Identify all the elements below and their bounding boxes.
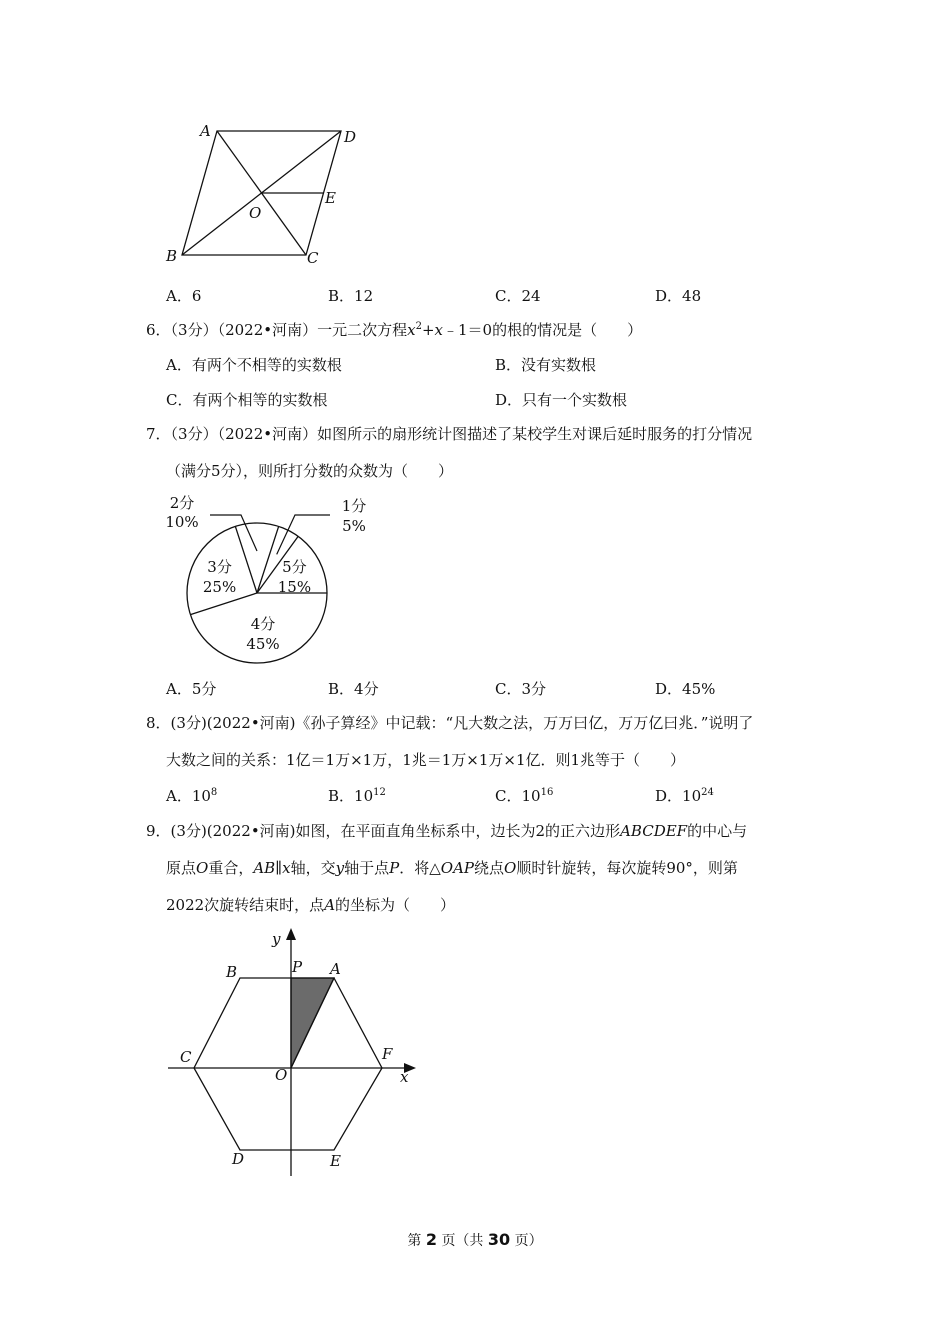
q6-stem-pre: 6．（3分）（2022•河南）一元二次方程 <box>146 321 408 339</box>
label-b: B <box>166 247 178 265</box>
label-f: F <box>382 1045 393 1063</box>
q9-stem-line1 <box>146 821 747 841</box>
q9-l2m: 绕点 <box>474 859 505 877</box>
pie-label-2-name: 2分 <box>169 494 195 512</box>
q6-option-c[interactable]: C．有两个相等的实数根 <box>166 391 328 409</box>
label-d: D <box>344 128 357 146</box>
q6-option-a[interactable]: A．有两个不相等的实数根 <box>166 356 342 374</box>
q9-l2b: O <box>196 859 209 877</box>
q9-l3c: 的坐标为（ ） <box>335 896 456 914</box>
q9-l2e: ∥ <box>275 859 283 877</box>
q7-option-c[interactable]: C．3分 <box>495 680 547 698</box>
q5-option-d[interactable]: D．48 <box>655 287 702 305</box>
label-a: A <box>330 960 341 978</box>
pie-slice-boundary <box>190 593 257 615</box>
pie-slice-boundary <box>257 526 279 593</box>
q5-option-b[interactable]: B．12 <box>328 287 374 305</box>
label-y: y <box>272 930 281 948</box>
q9-l2k: ．将△ <box>399 859 441 877</box>
q9-l2f: x <box>282 859 291 877</box>
label-a: A <box>200 122 211 140</box>
q9-l2n: O <box>504 859 517 877</box>
q8-option-b[interactable] <box>328 786 386 806</box>
q8-option-a[interactable] <box>166 786 217 806</box>
pie-label-3-value: 25% <box>202 577 237 596</box>
pie-label-2-value: 10% <box>165 513 199 531</box>
q8-option-d-base: D．10 <box>655 787 702 805</box>
footer-mid: 页（共 <box>441 1233 484 1249</box>
label-o: O <box>275 1066 288 1084</box>
q9-l2h: y <box>335 859 345 877</box>
q8-option-c-exp: 16 <box>540 787 554 798</box>
q8-option-d-exp: 24 <box>701 787 714 798</box>
q9-l2l: OAP <box>440 859 474 877</box>
label-e: E <box>325 189 336 207</box>
pie-label-5-name: 5分 <box>282 557 307 576</box>
q7-stem-line1: 7．（3分）（2022•河南）如图所示的扇形统计图描述了某校学生对课后延时服务的打分情况 <box>146 425 753 443</box>
q9-l2a: 原点 <box>166 859 197 877</box>
label-o: O <box>249 204 262 222</box>
pie-label-3-name: 3分 <box>207 557 232 576</box>
pie-label-4-name: 4分 <box>250 615 276 634</box>
pie-leader-1 <box>277 515 330 554</box>
q8-option-d[interactable] <box>655 786 714 806</box>
q9-l1c: 的中心与 <box>687 822 748 840</box>
q7-stem-line2: （满分5分），则所打分数的众数为（ ） <box>166 462 454 480</box>
pie-leader-2 <box>210 515 257 551</box>
q8-option-b-exp: 12 <box>373 787 386 798</box>
pie-slice-boundary <box>235 526 257 593</box>
footer-page-number: 2 <box>425 1230 437 1249</box>
q8-option-a-base: A．10 <box>166 787 211 805</box>
q9-l1a: 9．(3分)(2022•河南)如图，在平面直角坐标系中，边长为2的正六边形 <box>146 822 621 840</box>
pie-label-5-value: 15% <box>277 577 312 596</box>
q6-eq-x: x <box>407 321 416 339</box>
q9-l3a: 2022次旋转结束时，点 <box>166 896 325 914</box>
q6-eq-x2: x <box>434 321 444 339</box>
q7-option-b[interactable]: B．4分 <box>328 680 379 698</box>
q5-option-a[interactable]: A．6 <box>166 287 202 305</box>
q6-option-d[interactable]: D．只有一个实数根 <box>495 391 628 409</box>
q6-option-b[interactable]: B．没有实数根 <box>495 356 597 374</box>
label-p: P <box>292 958 303 976</box>
label-e: E <box>330 1152 341 1170</box>
q6-stem <box>146 320 642 340</box>
label-x: x <box>400 1068 409 1086</box>
pie-label-1-name: 1分 <box>341 497 367 515</box>
q9-l2g: 轴，交 <box>290 859 336 877</box>
hexagon-outline <box>194 978 382 1150</box>
q8-stem-line1: 8．(3分)(2022•河南)《孙子算经》中记载：“凡大数之法，万万曰亿，万万亿曰兆．”说明了 <box>146 714 754 732</box>
q7-option-a[interactable]: A．5分 <box>166 680 217 698</box>
q6-eq-plus: + <box>421 321 435 339</box>
q9-l1b: ABCDEF <box>620 822 688 840</box>
pie-label-1-value: 5% <box>342 517 366 535</box>
label-b: B <box>226 963 238 981</box>
q5-option-c[interactable]: C．24 <box>495 287 541 305</box>
footer-total-pages: 30 <box>487 1230 511 1249</box>
q8-option-a-exp: 8 <box>210 787 218 798</box>
footer-pre: 第 <box>407 1233 422 1249</box>
q9-l2i: 轴于点 <box>344 859 390 877</box>
q6-stem-post: ﹣1＝0的根的情况是（ ） <box>443 321 643 339</box>
page-footer <box>0 1230 950 1250</box>
label-d: D <box>232 1150 245 1168</box>
label-c: C <box>307 249 319 267</box>
pie-chart <box>150 488 367 668</box>
q9-l2o: 顺时针旋转，每次旋转90°，则第 <box>516 859 738 877</box>
q9-stem-line2 <box>166 858 738 878</box>
label-c: C <box>180 1048 192 1066</box>
q9-stem-line3 <box>166 895 455 915</box>
footer-post: 页） <box>514 1233 543 1249</box>
q8-option-b-base: B．10 <box>328 787 374 805</box>
q8-option-c[interactable] <box>495 786 553 806</box>
parallelogram-figure <box>160 118 370 270</box>
y-axis-arrow <box>286 928 296 940</box>
q7-option-d[interactable]: D．45% <box>655 680 716 698</box>
q6-eq-sup: 2 <box>415 321 422 332</box>
q9-l2d: AB <box>253 859 276 877</box>
q9-l3b: A <box>324 896 336 914</box>
q9-l2c: 重合， <box>208 859 254 877</box>
hexagon-figure <box>160 924 430 1184</box>
q8-option-c-base: C．10 <box>495 787 541 805</box>
q8-stem-line2: 大数之间的关系：1亿＝1万×1万，1兆＝1万×1万×1亿．则1兆等于（ ） <box>166 751 686 769</box>
pie-label-4-value: 45% <box>246 635 280 654</box>
q9-l2j: P <box>389 859 400 877</box>
